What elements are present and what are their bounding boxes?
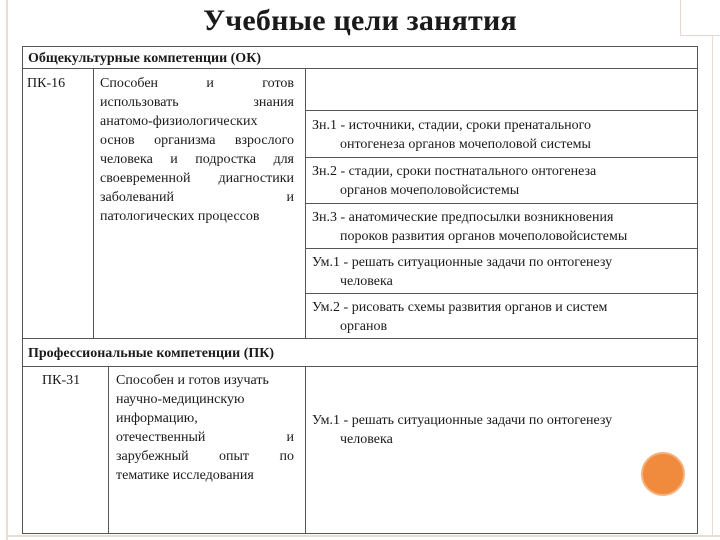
pk-col-divider-2 <box>305 366 306 534</box>
description-line: своевременной диагностики <box>100 171 294 186</box>
goal-line: человека <box>340 274 393 289</box>
goal-line: органов <box>340 319 388 334</box>
description-line: анатомо-физиологических <box>100 114 258 129</box>
table-border-right <box>697 46 698 534</box>
pk-competency-code: ПК-31 <box>42 373 81 388</box>
description-line: Способен и готов изучать <box>116 373 269 388</box>
ok-row-divider <box>305 110 697 111</box>
pk-header-divider <box>22 366 698 367</box>
page-title: Учебные цели занятия <box>203 4 517 37</box>
ok-row-divider <box>305 248 697 249</box>
description-line: патологических процессов <box>100 209 260 224</box>
description-line: использовать знания <box>100 95 294 110</box>
goal-line: Зн.2 - стадии, сроки постнатального онтогенеза <box>312 164 597 179</box>
ok-competency-code: ПК-16 <box>27 76 66 91</box>
goal-line: человека <box>340 432 393 447</box>
description-line: человека и подростка для <box>100 152 294 167</box>
pk-section-header: Профессиональные компетенции (ПК) <box>28 346 275 361</box>
ok-section-header: Общекультурные компетенции (ОК) <box>28 51 262 66</box>
ok-row-divider <box>305 157 697 158</box>
ok-header-divider <box>22 68 698 69</box>
pk-col-divider-1 <box>108 366 109 534</box>
pk-header-top <box>22 338 698 339</box>
description-line: тематике исследования <box>116 468 254 483</box>
description-line: информацию, <box>116 411 198 426</box>
description-line: основ организма взрослого <box>100 133 294 148</box>
goal-line: пороков развития органов мочеполовойсистемы <box>340 229 628 244</box>
goal-line: Ум.2 - рисовать схемы развития органов и систем <box>312 300 608 315</box>
goal-line: онтогенеза органов мочеполовой системы <box>340 137 591 152</box>
table-border-bottom <box>22 533 698 534</box>
goal-line: Ум.1 - решать ситуационные задачи по онтогенезу <box>312 255 613 270</box>
ok-row-divider <box>305 203 697 204</box>
goal-line: Зн.1 - источники, стадии, сроки пренатального <box>312 118 592 133</box>
description-line: отечественный и <box>116 430 294 445</box>
ok-col-divider-1 <box>93 68 94 338</box>
goal-line: Зн.3 - анатомические предпосылки возникновения <box>312 210 614 225</box>
table-border-top <box>22 46 698 47</box>
goal-line: органов мочеполовойсистемы <box>340 183 520 198</box>
description-line: научно-медицинскую <box>116 392 245 407</box>
goal-line: Ум.1 - решать ситуационные задачи по онтогенезу <box>312 413 613 428</box>
slide-frame-bottom <box>8 535 720 537</box>
description-line: заболеваний и <box>100 190 294 205</box>
slide-frame-right <box>712 36 713 536</box>
table-border-left <box>22 46 23 534</box>
decorative-circle <box>641 452 685 496</box>
slide-frame-left <box>6 0 8 540</box>
description-line: зарубежный опыт по <box>116 449 294 464</box>
ok-row-divider <box>305 293 697 294</box>
description-line: Способен и готов <box>100 76 294 91</box>
